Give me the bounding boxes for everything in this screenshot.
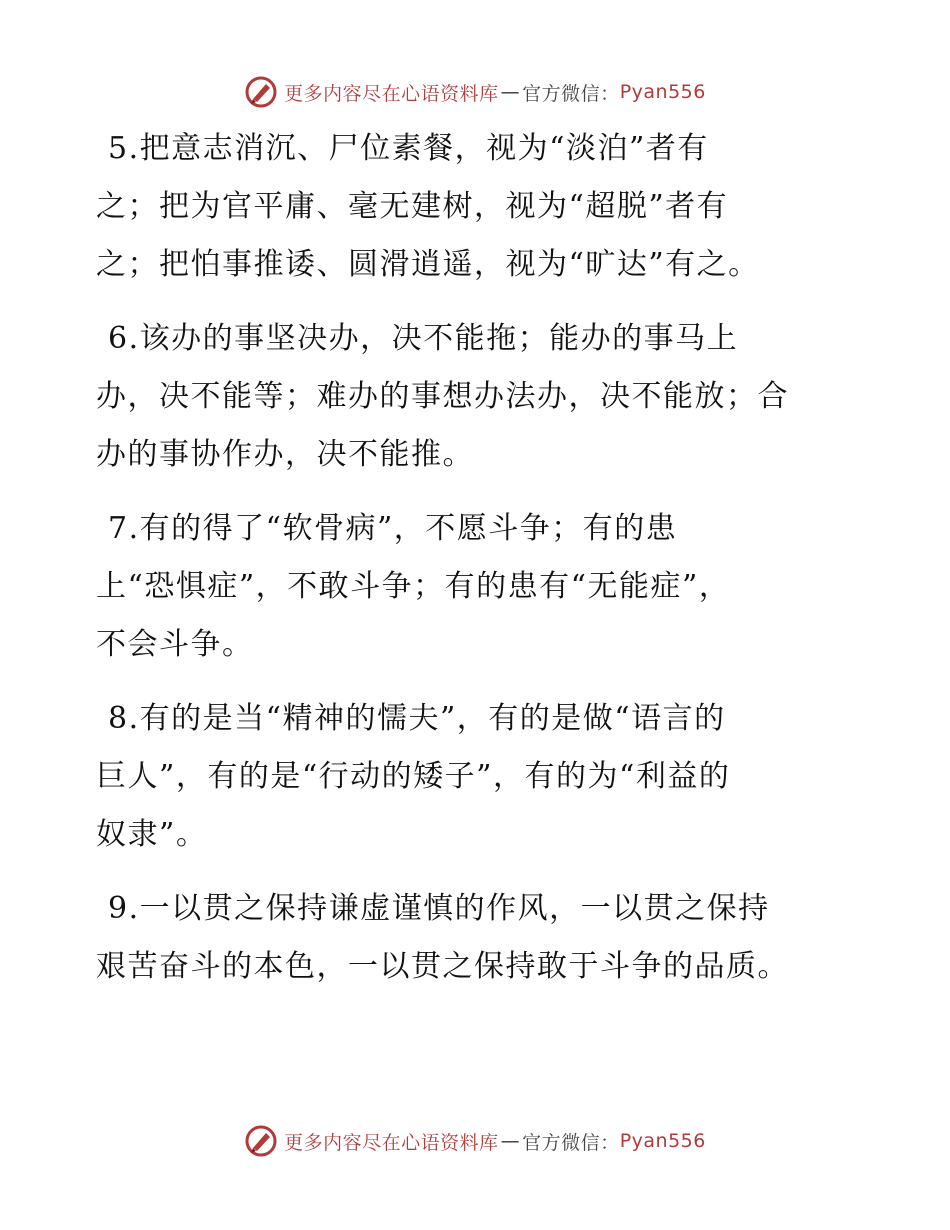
document-body [96, 120, 856, 1012]
watermark-text: 更多内容尽在心语资料库 [284, 1131, 499, 1154]
pen-logo-icon [244, 1124, 278, 1158]
paragraph-5 [96, 120, 856, 294]
paragraph-line: 办，决不能等；难办的事想办法办，决不能放；合 [96, 379, 789, 414]
watermark-label: 官方微信： [522, 82, 620, 105]
watermark-text: 更多内容尽在心语资料库 [284, 82, 499, 105]
paragraph-line: 8.有的是当“精神的懦夫”，有的是做“语言的 [108, 701, 726, 736]
paragraph-line: 不会斗争。 [96, 627, 254, 662]
paragraph-8 [96, 690, 856, 864]
watermark-id: Pyan556 [619, 81, 706, 103]
watermark-label: 官方微信： [522, 1131, 620, 1154]
header-watermark [0, 72, 950, 112]
paragraph-line: 7.有的得了“软骨病”，不愿斗争；有的患 [108, 511, 678, 546]
paragraph-line: 办的事协作办，决不能推。 [96, 437, 474, 472]
pen-logo-icon [244, 75, 278, 109]
paragraph-9 [96, 880, 856, 996]
paragraph-line: 之；把怕事推诿、圆滑逍遥，视为“旷达”有之。 [96, 247, 760, 282]
paragraph-line: 巨人”，有的是“行动的矮子”，有的为“利益的 [96, 759, 731, 794]
paragraph-7 [96, 500, 856, 674]
paragraph-line: 6.该办的事坚决办，决不能拖；能办的事马上 [108, 321, 739, 356]
paragraph-line: 奴隶”。 [96, 817, 208, 852]
watermark-id: Pyan556 [619, 1130, 706, 1152]
footer-watermark [0, 1121, 950, 1161]
paragraph-line: 5.把意志消沉、尸位素餐，视为“淡泊”者有 [108, 131, 709, 166]
paragraph-line: 上“恐惧症”，不敢斗争；有的患有“无能症”， [96, 569, 731, 604]
paragraph-line: 艰苦奋斗的本色，一以贯之保持敢于斗争的品质。 [96, 949, 789, 984]
paragraph-line: 之；把为官平庸、毫无建树，视为“超脱”者有 [96, 189, 729, 224]
watermark-dash: — [500, 1130, 521, 1152]
watermark-dash: — [500, 81, 521, 103]
paragraph-line: 9.一以贯之保持谦虚谨慎的作风，一以贯之保持 [108, 891, 770, 926]
paragraph-6 [96, 310, 856, 484]
